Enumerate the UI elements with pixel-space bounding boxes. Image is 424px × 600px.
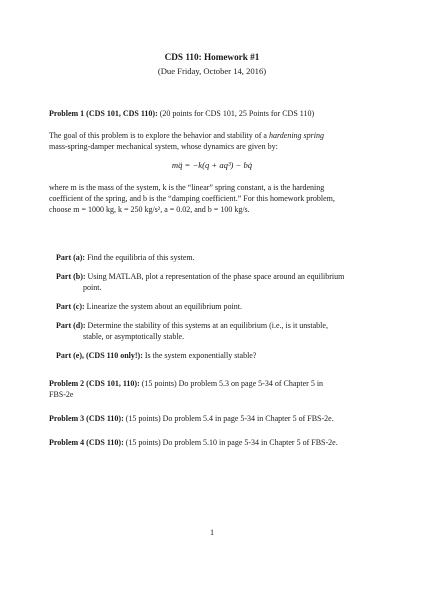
part-d-label: Part (d):	[56, 321, 86, 330]
part-d	[56, 320, 372, 342]
problem4-text: (15 points) Do problem 5.10 in page 5-34 in Chapter 5 of FBS-2e.	[125, 438, 338, 447]
part-e	[56, 350, 372, 361]
problem3-heading: Problem 3 (CDS 110):	[49, 414, 124, 423]
problem3-text: (15 points) Do problem 5.4 in page 5-34 in Chapter 5 of FBS-2e.	[125, 414, 334, 423]
part-c-text: Linearize the system about an equilibrium point.	[86, 302, 242, 311]
problem2-text: (15 points) Do problem 5.3 on page 5-34 of Chapter 5 in	[141, 379, 324, 388]
problem1-where	[49, 182, 379, 216]
part-a-label: Part (a):	[56, 253, 86, 262]
problem2-heading: Problem 2 (CDS 101, 110):	[49, 379, 140, 388]
problem1-intro-line1	[49, 130, 379, 141]
problem2	[49, 378, 379, 400]
part-d-text: Determine the stability of this systems at an equilibrium (i.e., is it unstable,	[87, 321, 328, 330]
problem1-heading: Problem 1 (CDS 101, CDS 110):	[49, 109, 158, 118]
problem3	[49, 413, 379, 424]
problem1-where-line3: choose m = 1000 kg, k = 250 kg/s², a = 0.02, and b = 100 kg/s.	[49, 205, 250, 215]
part-d-cont: stable, or asymptotically stable.	[83, 332, 185, 341]
problem1-heading-line	[49, 108, 379, 119]
part-c	[56, 301, 372, 312]
problem1-intro-italic: hardening spring	[268, 131, 324, 140]
problem1-intro-text: The goal of this problem is to explore the behavior and stability of a	[49, 131, 269, 140]
problem1-intro-line2: mass-spring-damper mechanical system, whose dynamics are given by:	[49, 142, 278, 152]
problem2-line2: FBS-2e	[49, 390, 74, 400]
part-b	[56, 271, 372, 293]
document-title: CDS 110: Homework #1	[164, 52, 260, 62]
part-e-label: Part (e), (CDS 110 only!):	[56, 351, 143, 360]
problem1-where-line1: where m is the mass of the system, k is the “linear” spring constant, a is the hardening	[49, 183, 325, 192]
part-c-label: Part (c):	[56, 302, 85, 311]
part-b-label: Part (b):	[56, 272, 86, 281]
page-number: 1	[209, 528, 215, 537]
part-a-text: Find the equilibria of this system.	[87, 253, 195, 262]
problem1-intro	[49, 130, 379, 152]
problem1-points: (20 points for CDS 101, 25 Points for CDS 110)	[159, 109, 315, 118]
part-a	[56, 252, 372, 263]
problem2-line1	[49, 378, 379, 389]
due-date: (Due Friday, October 14, 2016)	[157, 66, 267, 76]
problem4-heading: Problem 4 (CDS 110):	[49, 438, 124, 447]
part-b-text: Using MATLAB, plot a representation of the phase space around an equilibrium	[87, 272, 345, 281]
part-e-text: Is the system exponentially stable?	[144, 351, 257, 360]
problem1-where-line2: coefficient of the spring, and b is the “damping coefficient.” For this homework problem,	[49, 194, 335, 204]
problem4	[49, 437, 379, 448]
part-b-cont: point.	[83, 283, 102, 292]
dynamics-equation: mq̈ = −k(q + aq³) − bq̇	[171, 160, 253, 170]
